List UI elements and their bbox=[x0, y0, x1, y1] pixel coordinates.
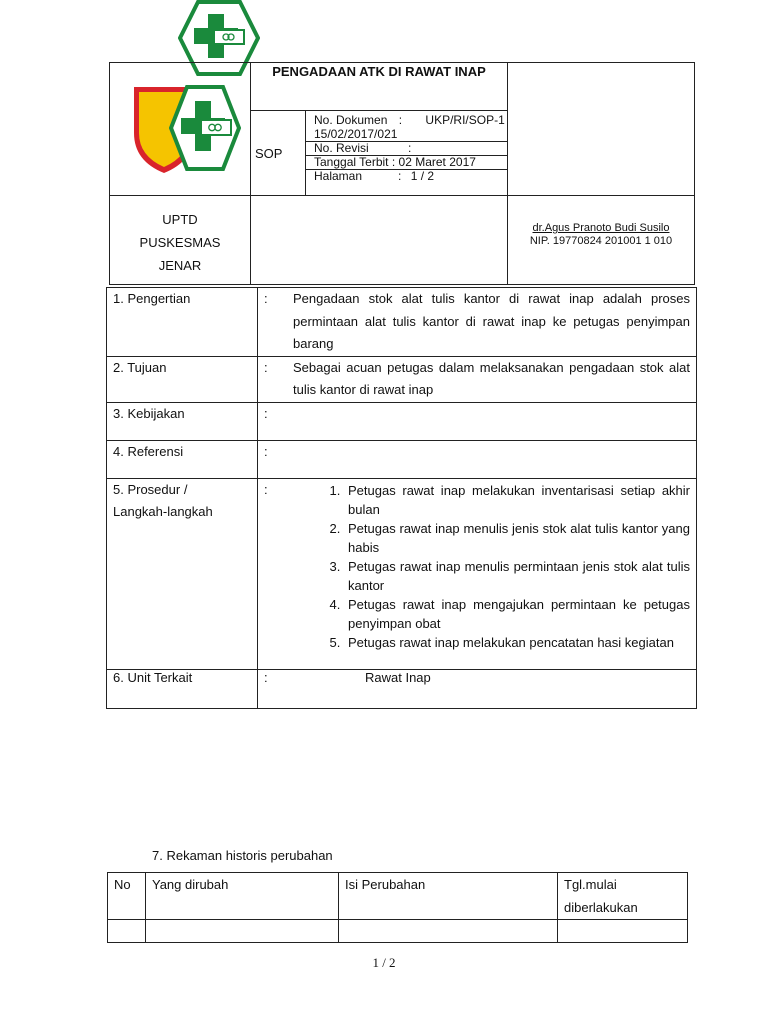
meta-label: No. Dokumen bbox=[314, 113, 388, 127]
signer-nip: NIP. 19770824 201001 1 010 bbox=[529, 235, 673, 247]
history-cell bbox=[146, 920, 339, 943]
label-pengertian: 1. Pengertian bbox=[107, 288, 258, 357]
steps-prosedur bbox=[287, 478, 697, 669]
sep-referensi: : bbox=[258, 440, 288, 478]
document-title bbox=[251, 63, 508, 111]
history-col-tgl-mulai: Tgl.mulai diberlakukan bbox=[558, 873, 688, 920]
sep-unit-terkait: : bbox=[258, 669, 288, 708]
meta-sep: : bbox=[398, 170, 402, 183]
label-prosedur bbox=[107, 478, 258, 669]
history-cell bbox=[108, 920, 146, 943]
org-line-1: UPTD bbox=[162, 212, 198, 227]
sep-pengertian: : bbox=[258, 288, 288, 357]
meta-label: No. Revisi bbox=[314, 142, 369, 155]
history-table bbox=[107, 872, 688, 943]
row-tujuan bbox=[107, 356, 697, 402]
label-referensi: 4. Referensi bbox=[107, 440, 258, 478]
label-kebijakan: 3. Kebijakan bbox=[107, 402, 258, 440]
sop-header-table bbox=[109, 62, 695, 285]
history-cell bbox=[558, 920, 688, 943]
sop-content-table bbox=[106, 287, 697, 709]
row-unit-terkait bbox=[107, 669, 697, 708]
text-referensi bbox=[287, 440, 697, 478]
label-prosedur-line1: 5. Prosedur / bbox=[113, 481, 188, 497]
procedure-step: 5. Petugas rawat inap melakukan pencatatan hasi kegiatan bbox=[344, 633, 690, 652]
meta-label: Halaman bbox=[314, 170, 363, 183]
text-unit-terkait: Rawat Inap bbox=[287, 669, 697, 708]
document-meta-cell bbox=[306, 111, 508, 196]
label-tujuan: 2. Tujuan bbox=[107, 356, 258, 402]
row-prosedur bbox=[107, 478, 697, 669]
text-pengertian: Pengadaan stok alat tulis kantor di rawat inap adalah proses permintaan alat tulis kantor di rawat inap ke petugas penyimpan barang bbox=[287, 288, 697, 357]
blank-signature-cell bbox=[251, 196, 508, 285]
document-title-text: PENGADAAN ATK DI RAWAT INAP bbox=[272, 64, 486, 79]
meta-value: UKP/RI/SOP-115/02/2017/021 bbox=[314, 113, 505, 141]
meta-no-revisi bbox=[306, 142, 507, 156]
procedure-step: 1. Petugas rawat inap melakukan inventarisasi setiap akhir bulan bbox=[344, 481, 690, 519]
blank-header-cell bbox=[508, 63, 695, 196]
history-empty-row bbox=[108, 920, 688, 943]
procedure-step: 4. Petugas rawat inap mengajukan permintaan ke petugas penyimpan obat bbox=[344, 595, 690, 633]
signer-cell bbox=[508, 196, 695, 285]
logo-cell bbox=[110, 63, 251, 196]
history-cell bbox=[339, 920, 558, 943]
procedure-steps-list bbox=[293, 481, 690, 652]
procedure-step: 3. Petugas rawat inap menulis permintaan jenis stok alat tulis kantor bbox=[344, 557, 690, 595]
puskesmas-logo bbox=[169, 85, 241, 171]
org-line-2: PUSKESMAS bbox=[139, 235, 221, 250]
sop-label: SOP bbox=[255, 145, 283, 161]
label-prosedur-line2: Langkah-langkah bbox=[113, 504, 213, 519]
meta-label: Tanggal Terbit bbox=[314, 156, 389, 169]
org-line-3: JENAR bbox=[158, 258, 202, 273]
meta-tanggal-terbit bbox=[306, 156, 507, 170]
text-tujuan: Sebagai acuan petugas dalam melaksanakan pengadaan stok alat tulis kantor di rawat inap bbox=[287, 356, 697, 402]
meta-sep: : bbox=[391, 156, 396, 169]
history-header-row bbox=[108, 873, 688, 920]
label-unit-terkait: 6. Unit Terkait bbox=[107, 669, 258, 708]
signer-name: dr.Agus Pranoto Budi Susilo bbox=[532, 222, 670, 234]
meta-value: 1 / 2 bbox=[410, 170, 435, 183]
history-col-isi-perubahan: Isi Perubahan bbox=[339, 873, 558, 920]
meta-halaman bbox=[306, 170, 507, 183]
page-number: 1 / 2 bbox=[372, 955, 396, 970]
text-kebijakan bbox=[287, 402, 697, 440]
history-col-no: No bbox=[108, 873, 146, 920]
row-kebijakan bbox=[107, 402, 697, 440]
row-pengertian bbox=[107, 288, 697, 357]
meta-no-dokumen bbox=[306, 113, 507, 142]
history-col-yang-dirubah: Yang dirubah bbox=[146, 873, 339, 920]
organization-cell bbox=[110, 196, 251, 285]
meta-sep: : bbox=[408, 142, 412, 155]
sep-prosedur: : bbox=[258, 478, 288, 669]
history-heading: 7. Rekaman historis perubahan bbox=[152, 848, 333, 863]
sep-tujuan: : bbox=[258, 356, 288, 402]
sop-label-cell bbox=[251, 111, 306, 196]
meta-value: 02 Maret 2017 bbox=[398, 156, 476, 169]
procedure-step: 2. Petugas rawat inap menulis jenis stok alat tulis kantor yang habis bbox=[344, 519, 690, 557]
row-referensi bbox=[107, 440, 697, 478]
sep-kebijakan: : bbox=[258, 402, 288, 440]
meta-sep: : bbox=[398, 113, 403, 127]
